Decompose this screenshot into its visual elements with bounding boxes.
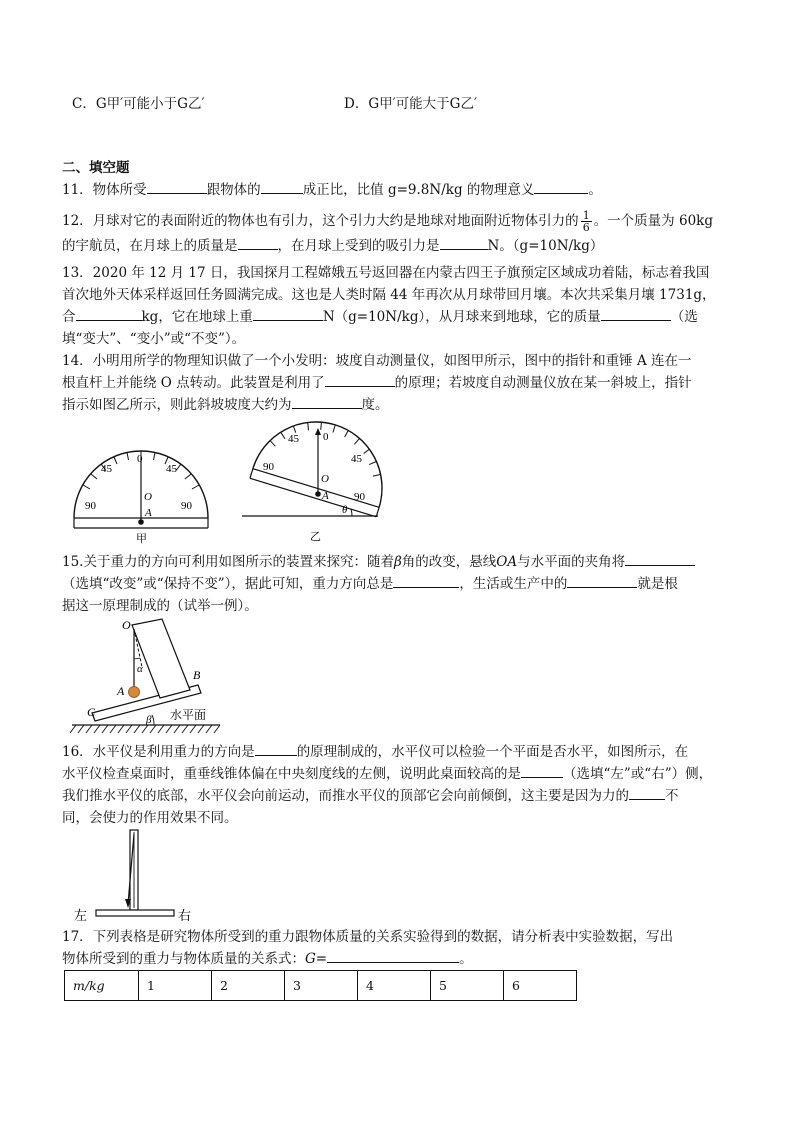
table-cell: 3 [285,971,358,1001]
svg-text:A: A [322,490,329,502]
figure-16-level-tool [70,828,200,924]
table-cell: 2 [212,971,285,1001]
figure-15-plumb-apparatus [70,615,230,735]
answer-blank[interactable] [601,306,671,321]
svg-text:水平面: 水平面 [170,708,207,722]
question-15: 15.关于重力的方向可利用如图所示的装置来探究：随着β角的改变，悬线OA与水平面的夹角将 （选填“改变”或“保持不变”），据此可知，重力方向总是 ，生活或生产中的 就是根 据这一原理制成的（试举一例）。 [62,551,726,617]
table-cell: 4 [358,971,431,1001]
question-16: 16．水平仪是利用重力的方向是 的原理制成的，水平仪可以检验一个平面是否水平，如图所示，在 水平仪检查桌面时，重垂线锥体偏在中央刻度线的左侧，说明此桌面较高的是 （选填“左”或“右”）侧， 我们推水平仪的底部，水平仪会向前运动，而推水平仪的顶部它会向前倾倒，这主要是因为力的 不 同，会使力的作用效果不同。 [62,741,726,829]
svg-text:乙: 乙 [310,531,321,543]
question-12: 12．月球对它的表面附近的物体也有引力，这个引力大约是地球对地面附近物体引力的 $\frac{1}{6}$ 。一个质量为 60kg 的宇航员，在月球上的质量是 ，在月球上受到的吸引力是 N。（g=10N/kg） [62,209,713,254]
svg-text:0: 0 [323,431,329,443]
question-14: 14．小明用所学的物理知识做了一个小发明：坡度自动测量仪，如图甲所示，图中的指针和重锤 A 连在一 根直杆上并能绕 O 点转动。此装置是利用了 的原理；若坡度自动测量仪放在某一斜坡上，指针 指示如图乙所示，则此斜坡坡度大约为 度。 [62,353,692,413]
answer-blank[interactable] [292,394,362,409]
answer-blank[interactable] [325,372,395,387]
answer-blank[interactable] [393,573,459,588]
svg-text:β: β [146,714,152,726]
mass-table [64,970,577,1001]
svg-text:A: A [145,507,152,519]
svg-text:45: 45 [166,463,177,475]
table-header-cell: m/kg [65,971,139,1001]
figure-14-slope-meter [60,418,400,548]
svg-text:θ: θ [342,504,348,516]
answer-blank[interactable] [534,179,588,194]
svg-text:右: 右 [178,908,192,923]
answer-blank[interactable] [255,741,297,756]
answer-blank[interactable] [261,179,303,194]
svg-text:45: 45 [101,463,112,475]
svg-text:B: B [193,668,201,682]
table-row [65,971,577,1001]
svg-text:O: O [122,618,131,632]
svg-text:90: 90 [181,500,192,512]
question-11: 11．物体所受 跟物体的 成正比，比值 g=9.8N/kg 的物理意义 。 [62,179,726,201]
answer-blank[interactable] [327,948,459,963]
answer-blank[interactable] [567,573,637,588]
answer-blank[interactable] [238,235,278,250]
fraction-one-sixth: $\frac{1}{6}$ [582,209,590,234]
svg-text:C: C [87,705,96,719]
svg-text:O: O [144,491,152,503]
table-cell: 5 [431,971,504,1001]
answer-blank[interactable] [147,179,207,194]
question-17: 17．下列表格是研究物体所受到的重力跟物体质量的关系实验得到的数据，请分析表中实验数据，写出 物体所受到的重力与物体质量的关系式：G= 。 [62,929,674,967]
answer-blank[interactable] [440,235,488,250]
svg-text:甲: 甲 [136,533,147,545]
svg-text:A: A [117,684,125,698]
table-cell: 1 [139,971,212,1001]
answer-blank[interactable] [76,306,142,321]
answer-blank[interactable] [253,306,323,321]
figure-yi [242,418,398,543]
figure-jia [74,451,208,545]
answer-blank[interactable] [629,785,665,800]
answer-blank[interactable] [521,763,563,778]
svg-text:0: 0 [137,453,143,465]
svg-text:45: 45 [351,453,362,465]
question-13: 13．2020 年 12 月 17 日，我国探月工程嫦娥五号返回器在内蒙古四王子旗预定区域成功着陆，标志着我国 首次地外天体采样返回任务圆满完成。这也是人类时隔 44 年再次从月球带回月壤。本次共采集月壤 1731g， 合 kg，它在地球上重 N（g=10N/kg），从月球来到地球，它的质量 （选 填“变大”、“变小”或“不变”）。 [62,265,716,347]
svg-text:左: 左 [74,908,88,923]
option-d: D．G甲′可能大于G乙′ [344,96,478,112]
svg-text:45: 45 [288,433,299,445]
svg-text:90: 90 [354,491,365,503]
section-title: 二、填空题 [62,160,130,176]
svg-text:O: O [321,473,329,485]
svg-text:90: 90 [85,500,96,512]
svg-text:α: α [137,663,143,675]
svg-text:90: 90 [263,461,274,473]
option-c: C．G甲′可能小于G乙′ [72,96,205,112]
answer-blank[interactable] [625,551,695,566]
table-cell: 6 [504,971,577,1001]
